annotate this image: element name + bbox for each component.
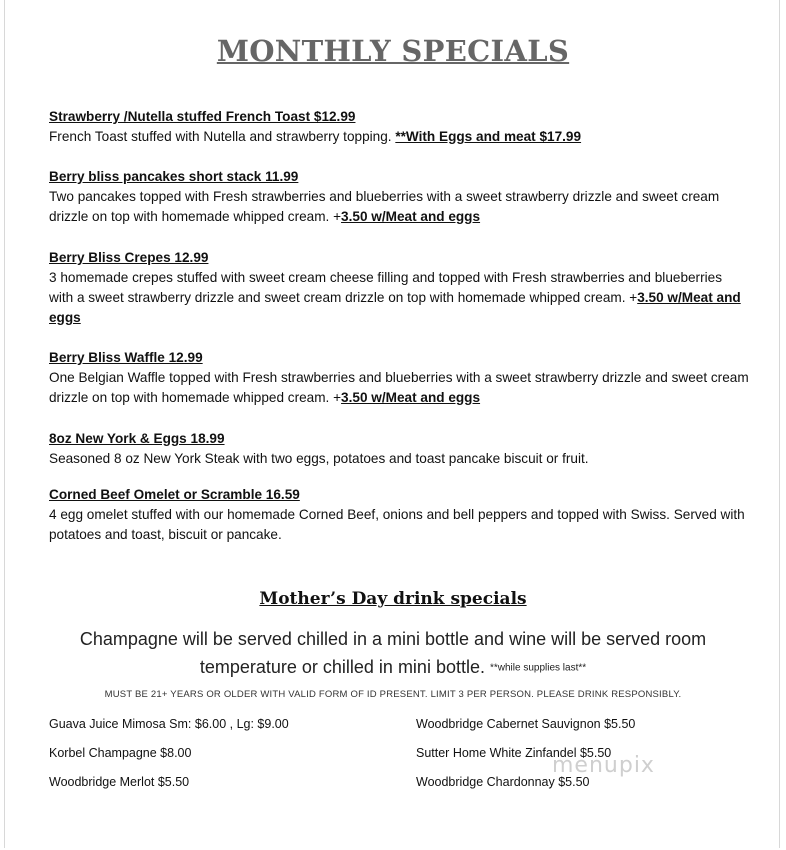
menu-item-description: French Toast stuffed with Nutella and strawberry topping.	[49, 129, 396, 144]
menu-item-addon: 3.50 w/Meat and eggs	[341, 209, 481, 224]
menu-item	[49, 107, 749, 147]
menu-item-name: Corned Beef Omelet or Scramble 16.59	[49, 487, 300, 502]
menu-item-name: 8oz New York & Eggs 18.99	[49, 431, 225, 446]
menu-item	[49, 485, 749, 545]
menu-item-name: Strawberry /Nutella stuffed French Toast $12.99	[49, 109, 356, 124]
menu-item-description: Seasoned 8 oz New York Steak with two eggs, potatoes and toast pancake biscuit or fruit.	[49, 451, 589, 466]
menu-item	[49, 348, 749, 408]
menu-item	[49, 167, 749, 227]
menu-item-description: One Belgian Waffle topped with Fresh strawberries and blueberries with a sweet strawberry drizzle and sweet cream drizzle on top with homemade whipped cream. +	[49, 370, 749, 405]
menu-item-description: Two pancakes topped with Fresh strawberries and blueberries with a sweet strawberry drizzle and sweet cream drizzle on top with homemade whipped cream. +	[49, 189, 720, 224]
menu-item-name: Berry bliss pancakes short stack 11.99	[49, 169, 299, 184]
menu-item-name: Berry Bliss Waffle 12.99	[49, 350, 203, 365]
menu-item	[49, 248, 749, 328]
menu-item-description: 4 egg omelet stuffed with our homemade Corned Beef, onions and bell peppers and topped with Swiss. Served with potatoes and toast, biscuit or pancake.	[49, 507, 745, 542]
menu-item-addon: 3.50 w/Meat and eggs	[49, 290, 741, 325]
drinks-legal-notice: MUST BE 21+ YEARS OR OLDER WITH VALID FORM OF ID PRESENT. LIMIT 3 PER PERSON. PLEASE DRINK RESPONSIBLY.	[104, 689, 682, 700]
drink-item: Guava Juice Mimosa Sm: $6.00 , Lg: $9.00	[49, 717, 289, 731]
menu-item-addon: **With Eggs and meat $17.99	[395, 129, 582, 144]
drink-item: Sutter Home White Zinfandel $5.50	[416, 746, 612, 760]
drink-item: Woodbridge Cabernet Sauvignon $5.50	[416, 717, 636, 731]
drink-item: Woodbridge Chardonnay $5.50	[416, 775, 590, 789]
drink-item: Woodbridge Merlot $5.50	[49, 775, 190, 789]
drinks-section-title: Mother’s Day drink specials	[259, 589, 527, 609]
page-title: MONTHLY SPECIALS	[216, 34, 570, 68]
menu-item-addon: 3.50 w/Meat and eggs	[341, 390, 481, 405]
menu-item-name: Berry Bliss Crepes 12.99	[49, 250, 209, 265]
menu-item	[49, 429, 749, 469]
drinks-note-text: Champagne will be served chilled in a mini bottle and wine will be served room temperature or chilled in mini bottle.	[79, 629, 707, 677]
drinks-note-small: **while supplies last**	[489, 662, 587, 674]
drink-item: Korbel Champagne $8.00	[49, 746, 192, 760]
watermark-logo: menupix	[552, 753, 655, 778]
menu-item-description: 3 homemade crepes stuffed with sweet cream cheese filling and topped with Fresh strawberries and blueberries with a sweet strawberry drizzle and sweet cream drizzle on top with homemade whipped cream. +	[49, 270, 722, 305]
drinks-note	[40, 625, 746, 682]
